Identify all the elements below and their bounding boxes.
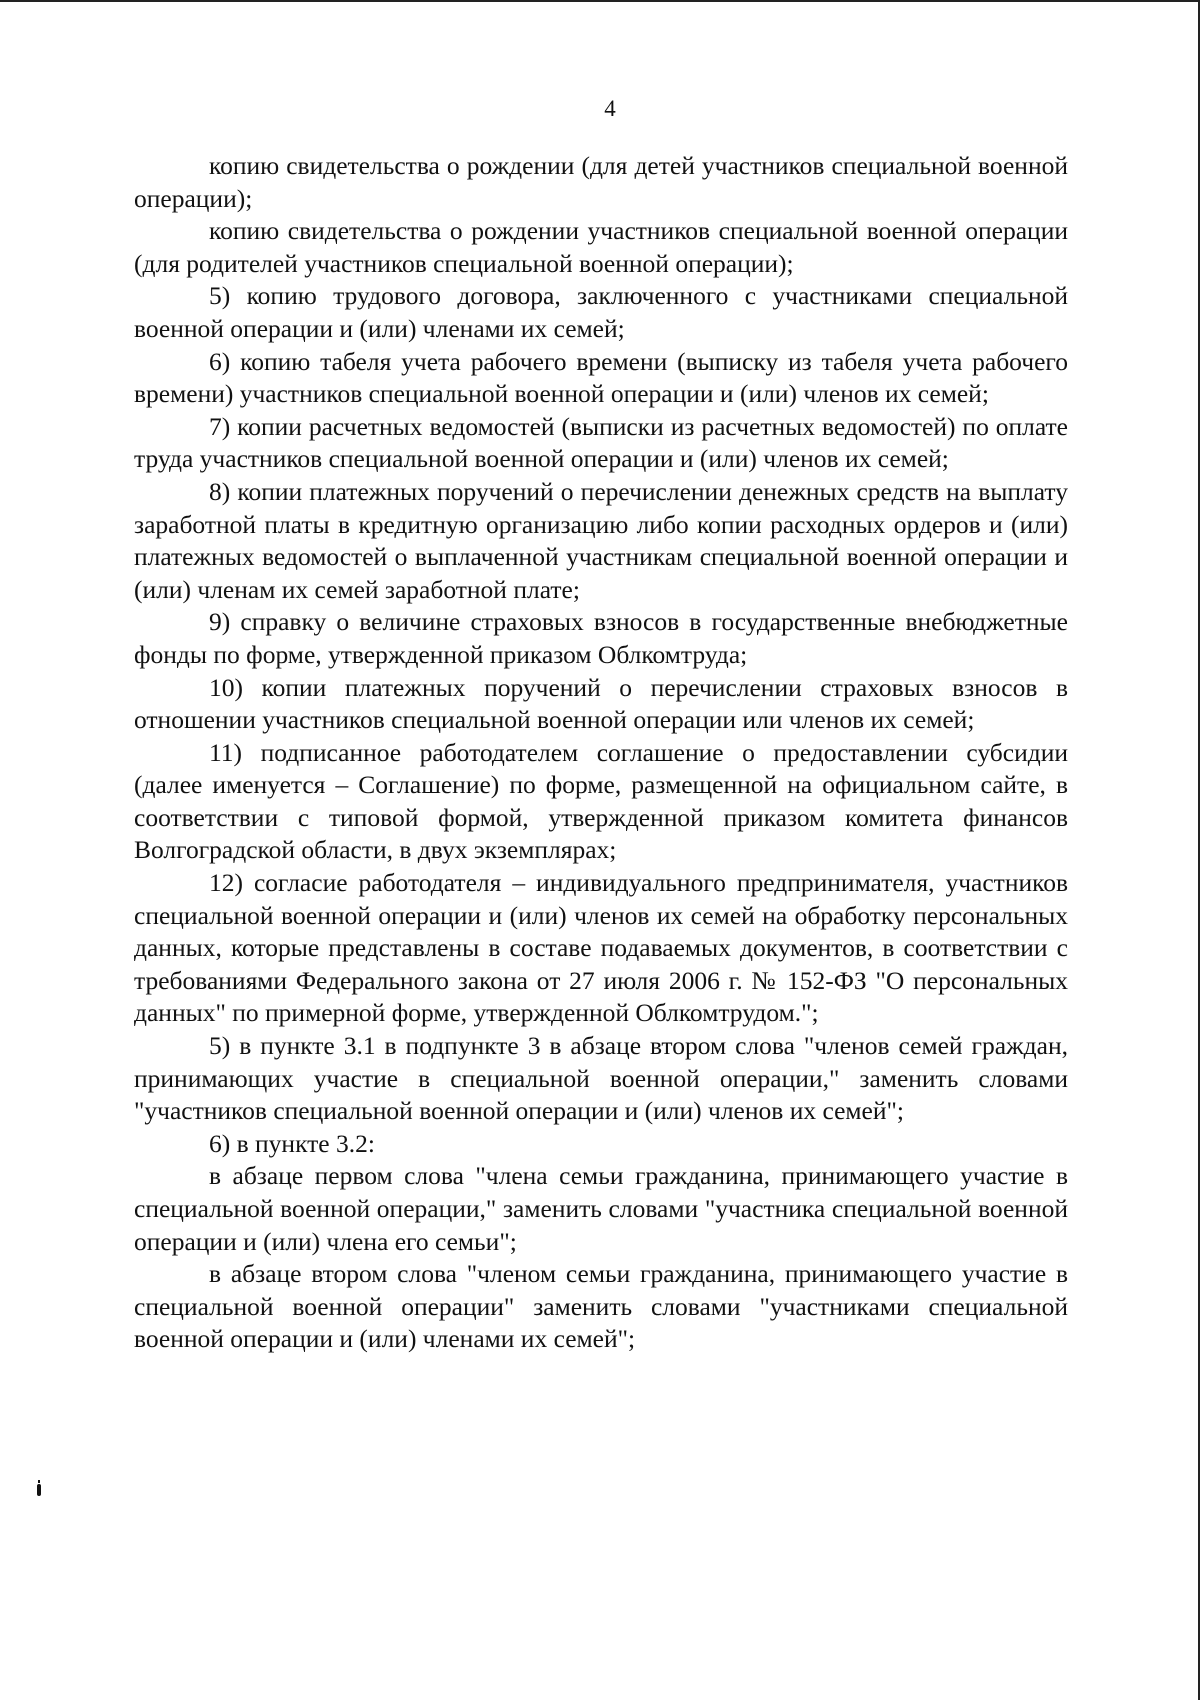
page-number: 4 [604, 96, 616, 121]
paragraph-amendment-6: 6) в пункте 3.2: [209, 1128, 375, 1158]
scan-speck [37, 1484, 41, 1496]
paragraph-birth-certificate-parents: копию свидетельства о рождении участников специальной военной операции (для родителей участников специальной военной операции); [134, 216, 1068, 278]
paragraph-item-10-insurance-payment-orders: 10) копии платежных поручений о перечислении страховых взносов в отношении участников специальной военной операции или членов их семей; [134, 672, 1068, 735]
paragraph-amendment-5: 5) в пункте 3.1 в подпункте 3 в абзаце втором слова "членов семей граждан, принимающих участие в специальной военной операции," заменить словами "участников специальной военной операции и (или) членов их семей"; [134, 1031, 1068, 1126]
paragraph-amendment-6-first-subparagraph: в абзаце первом слова "члена семьи гражданина, принимающего участие в специальной военной операции," заменить словами "участника специальной военной операции и (или) члена его семьи"; [134, 1161, 1068, 1256]
paragraph-item-12-data-consent: 12) согласие работодателя – индивидуального предпринимателя, участников специальной военной операции и (или) членов их семей на обработку персональных данных, которые представлены в составе подаваемых документов, в соответствии с требованиями Федерального закона от 27 июля 2006 г. № 152-ФЗ "О персональных данных" по примерной форме, утвержденной Облкомтрудом."; [134, 868, 1068, 1028]
paragraph-item-5-employment-contract: 5) копию трудового договора, заключенного с участниками специальной военной операции и (или) членами их семей; [134, 281, 1068, 343]
paragraph-item-7-payroll-statements: 7) копии расчетных ведомостей (выписки из расчетных ведомостей) по оплате труда участников специальной военной операции и (или) членов их семей; [134, 411, 1068, 474]
document-body [134, 150, 1068, 1356]
paragraph-item-6-timesheet: 6) копию табеля учета рабочего времени (выписку из табеля учета рабочего времени) участников специальной военной операции и (или) членов их семей; [134, 346, 1068, 409]
paragraph-amendment-6-second-subparagraph: в абзаце втором слова "членом семьи гражданина, принимающего участие в специальной военной операции" заменить словами "участниками специальной военной операции и (или) членами их семей"; [134, 1259, 1068, 1354]
paragraph-item-11-subsidy-agreement: 11) подписанное работодателем соглашение о предоставлении субсидии (далее именуется – Соглашение) по форме, размещенной на официальном сайте, в соответствии с типовой формой, утвержденной приказом комитета финансов Волгоградской области, в двух экземплярах; [134, 737, 1068, 865]
paragraph-item-9-insurance-certificate: 9) справку о величине страховых взносов в государственные внебюджетные фонды по форме, утвержденной приказом Облкомтруда; [134, 607, 1068, 669]
scan-edge-top [0, 0, 1200, 2]
scan-speck-dot [38, 1480, 40, 1483]
paragraph-item-8-payment-orders: 8) копии платежных поручений о перечислении денежных средств на выплату заработной платы в кредитную организацию либо копии расходных ордеров и (или) платежных ведомостей о выплаченной участникам специальной военной операции и (или) членам их семей заработной плате; [134, 476, 1068, 604]
paragraph-birth-certificate-children: копию свидетельства о рождении (для детей участников специальной военной операции); [134, 151, 1068, 213]
